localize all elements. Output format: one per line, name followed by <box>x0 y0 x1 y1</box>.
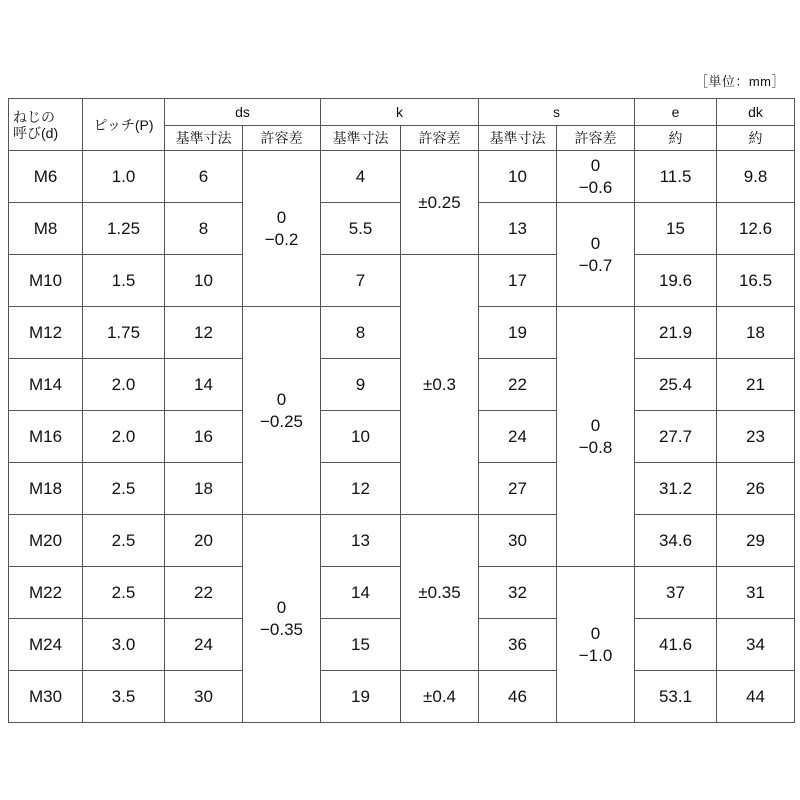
cell-e: 19.6 <box>635 255 717 307</box>
header-dk-approx: 約 <box>717 126 795 151</box>
cell-s: 17 <box>479 255 557 307</box>
cell-pitch: 1.75 <box>83 307 165 359</box>
cell-pitch: 2.5 <box>83 463 165 515</box>
cell-pitch: 2.5 <box>83 515 165 567</box>
cell-ds: 18 <box>165 463 243 515</box>
header-pitch: ピッチ(P) <box>83 99 165 151</box>
header-k-basic: 基準寸法 <box>321 126 401 151</box>
k-tolerance-cell: ±0.3 <box>401 255 479 515</box>
cell-name: M8 <box>9 203 83 255</box>
table-row <box>9 151 795 203</box>
ds-tolerance-cell: 0 −0.25 <box>243 307 321 515</box>
header-s-basic: 基準寸法 <box>479 126 557 151</box>
cell-name: M10 <box>9 255 83 307</box>
ds-tolerance-cell: 0 −0.2 <box>243 151 321 307</box>
k-tolerance-cell: ±0.25 <box>401 151 479 255</box>
header-ds: ds <box>165 99 321 126</box>
cell-e: 25.4 <box>635 359 717 411</box>
cell-k: 4 <box>321 151 401 203</box>
cell-e: 27.7 <box>635 411 717 463</box>
cell-ds: 22 <box>165 567 243 619</box>
cell-s: 27 <box>479 463 557 515</box>
header-s-tolerance: 許容差 <box>557 126 635 151</box>
table-row <box>9 671 795 723</box>
cell-k: 7 <box>321 255 401 307</box>
cell-dk: 26 <box>717 463 795 515</box>
header-dk: dk <box>717 99 795 126</box>
table-row <box>9 255 795 307</box>
cell-dk: 29 <box>717 515 795 567</box>
cell-name: M22 <box>9 567 83 619</box>
cell-name: M30 <box>9 671 83 723</box>
cell-dk: 18 <box>717 307 795 359</box>
cell-k: 8 <box>321 307 401 359</box>
cell-pitch: 1.25 <box>83 203 165 255</box>
cell-dk: 23 <box>717 411 795 463</box>
cell-dk: 9.8 <box>717 151 795 203</box>
header-row <box>9 99 795 126</box>
cell-s: 24 <box>479 411 557 463</box>
k-tolerance-cell: ±0.4 <box>401 671 479 723</box>
header-ds-basic: 基準寸法 <box>165 126 243 151</box>
unit-label: ［単位：mm］ <box>694 74 785 89</box>
cell-s: 13 <box>479 203 557 255</box>
cell-name: M14 <box>9 359 83 411</box>
cell-k: 19 <box>321 671 401 723</box>
cell-pitch: 1.5 <box>83 255 165 307</box>
table-row <box>9 515 795 567</box>
cell-pitch: 2.0 <box>83 411 165 463</box>
cell-ds: 10 <box>165 255 243 307</box>
cell-ds: 6 <box>165 151 243 203</box>
cell-k: 13 <box>321 515 401 567</box>
header-e-approx: 約 <box>635 126 717 151</box>
s-tolerance-cell: 0 −0.8 <box>557 307 635 567</box>
header-k-tolerance: 許容差 <box>401 126 479 151</box>
cell-s: 30 <box>479 515 557 567</box>
cell-s: 32 <box>479 567 557 619</box>
cell-dk: 44 <box>717 671 795 723</box>
cell-name: M24 <box>9 619 83 671</box>
cell-dk: 34 <box>717 619 795 671</box>
cell-dk: 12.6 <box>717 203 795 255</box>
header-s: s <box>479 99 635 126</box>
cell-dk: 31 <box>717 567 795 619</box>
cell-ds: 30 <box>165 671 243 723</box>
cell-s: 36 <box>479 619 557 671</box>
cell-k: 12 <box>321 463 401 515</box>
cell-e: 53.1 <box>635 671 717 723</box>
cell-e: 34.6 <box>635 515 717 567</box>
cell-name: M16 <box>9 411 83 463</box>
cell-name: M18 <box>9 463 83 515</box>
cell-pitch: 2.5 <box>83 567 165 619</box>
k-tolerance-cell: ±0.35 <box>401 515 479 671</box>
cell-ds: 16 <box>165 411 243 463</box>
cell-ds: 20 <box>165 515 243 567</box>
header-k: k <box>321 99 479 126</box>
header-ds-tolerance: 許容差 <box>243 126 321 151</box>
cell-pitch: 3.0 <box>83 619 165 671</box>
cell-s: 10 <box>479 151 557 203</box>
cell-dk: 21 <box>717 359 795 411</box>
cell-e: 31.2 <box>635 463 717 515</box>
cell-pitch: 1.0 <box>83 151 165 203</box>
ds-tolerance-cell: 0 −0.35 <box>243 515 321 723</box>
s-tolerance-cell: 0 −0.7 <box>557 203 635 307</box>
cell-name: M20 <box>9 515 83 567</box>
dimension-table <box>8 98 795 723</box>
header-thread-name: ねじの 呼び(d) <box>9 99 83 151</box>
cell-k: 5.5 <box>321 203 401 255</box>
cell-ds: 8 <box>165 203 243 255</box>
cell-e: 11.5 <box>635 151 717 203</box>
s-tolerance-cell: 0 −0.6 <box>557 151 635 203</box>
cell-e: 37 <box>635 567 717 619</box>
cell-ds: 24 <box>165 619 243 671</box>
cell-s: 46 <box>479 671 557 723</box>
header-e: e <box>635 99 717 126</box>
cell-name: M6 <box>9 151 83 203</box>
cell-pitch: 3.5 <box>83 671 165 723</box>
cell-e: 41.6 <box>635 619 717 671</box>
cell-ds: 12 <box>165 307 243 359</box>
cell-k: 15 <box>321 619 401 671</box>
cell-k: 9 <box>321 359 401 411</box>
cell-s: 19 <box>479 307 557 359</box>
cell-s: 22 <box>479 359 557 411</box>
cell-k: 10 <box>321 411 401 463</box>
cell-name: M12 <box>9 307 83 359</box>
cell-e: 15 <box>635 203 717 255</box>
cell-ds: 14 <box>165 359 243 411</box>
cell-k: 14 <box>321 567 401 619</box>
cell-pitch: 2.0 <box>83 359 165 411</box>
cell-e: 21.9 <box>635 307 717 359</box>
cell-dk: 16.5 <box>717 255 795 307</box>
s-tolerance-cell: 0 −1.0 <box>557 567 635 723</box>
